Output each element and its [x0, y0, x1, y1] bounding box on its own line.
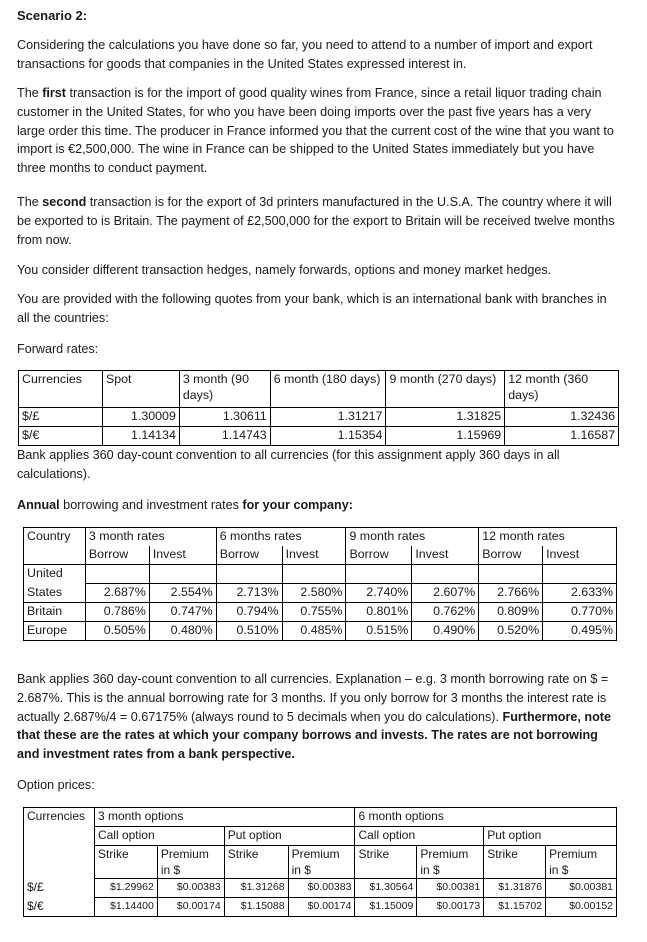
opt-cell: $1.15009 [355, 898, 417, 917]
fwd-cell: 1.30611 [179, 408, 270, 427]
rate-cell: 2.580% [282, 584, 346, 603]
fwd-header: 6 month (180 days) [270, 371, 386, 408]
country-name: States [24, 584, 86, 603]
strike-header: Strike [94, 846, 157, 879]
intro-paragraph: Considering the calculations you have done so far, you need to attend to a number of import and export transactions for goods that companies in the United States expressed interest in. [17, 38, 593, 71]
fwd-header: 3 month (90 days) [179, 371, 270, 408]
first-transaction-paragraph: The first transaction is for the import of good quality wines from France, since a retail liquor trading chain customer in the United States, for who you have been doing imports over the past five years has a very large order this time. The producer in France informed you that the current cost of the wine that you want to import is €2,500,000. The wine in France can be shipped to the United States immediately but you have three months to conduct payment. [17, 86, 614, 176]
borrow-header: Borrow [346, 546, 412, 565]
fwd-cell: 1.14743 [179, 427, 270, 446]
premium-header: Premium in $ [157, 846, 224, 879]
opt-cell: $0.00381 [546, 879, 617, 898]
fwd-cell: 1.31217 [270, 408, 386, 427]
period-header: 9 month rates [346, 528, 479, 547]
invest-header: Invest [412, 546, 479, 565]
rate-cell: 2.633% [543, 584, 617, 603]
premium-header: Premium in $ [288, 846, 355, 879]
opt-cell: $0.00383 [157, 879, 224, 898]
rate-cell: 0.786% [85, 603, 149, 622]
opt-cell: $1.15088 [224, 898, 288, 917]
rate-cell: 0.510% [216, 622, 282, 641]
annual-rates-heading: Annual borrowing and investment rates for your company: [17, 498, 353, 512]
rates-explanation: Bank applies 360 day-count convention to all currencies. Explanation – e.g. 3 month borrowing rate on $ = 2.687%. This is the annual borrowing rate for 3 months. If you only borrow for 3 months the interest rate is actually 2.687%/4 = 0.67175% (always round to 5 decimals when you do calculations). Furthermore, note that these are the rates at which your company borrows and invests. The rates are not borrowing and investment rates from a bank perspective. [17, 672, 611, 762]
rate-cell: 2.740% [346, 584, 412, 603]
opt-cell: $1.29962 [94, 879, 157, 898]
opt-cell: $0.00174 [157, 898, 224, 917]
fwd-cell: 1.15354 [270, 427, 386, 446]
scenario-title: Scenario 2: [17, 8, 88, 23]
fwd-header: 12 month (360 days) [505, 371, 619, 408]
rate-cell: 0.520% [479, 622, 543, 641]
rate-cell: 0.747% [149, 603, 216, 622]
forward-rates-table [18, 370, 619, 446]
rate-cell: 0.515% [346, 622, 412, 641]
option-prices-label: Option prices: [17, 778, 95, 792]
period-header: 12 month rates [479, 528, 617, 547]
rate-cell: 0.809% [479, 603, 543, 622]
call-header: Call option [355, 827, 484, 846]
fwd-cell: 1.14134 [102, 427, 179, 446]
put-header: Put option [484, 827, 617, 846]
premium-header: Premium in $ [546, 846, 617, 879]
rate-cell: 0.755% [282, 603, 346, 622]
fwd-cell: 1.31825 [386, 408, 505, 427]
borrow-header: Borrow [216, 546, 282, 565]
rate-cell: 2.713% [216, 584, 282, 603]
borrow-header: Borrow [85, 546, 149, 565]
country-name: Europe [24, 622, 86, 641]
opt-6m-header: 6 month options [355, 808, 617, 827]
rate-cell: 0.485% [282, 622, 346, 641]
opt-cell: $0.00174 [288, 898, 355, 917]
invest-header: Invest [282, 546, 346, 565]
borrow-header: Borrow [479, 546, 543, 565]
borrow-invest-rates-table [23, 527, 617, 641]
opt-cell: $1.31876 [484, 879, 546, 898]
invest-header: Invest [543, 546, 617, 565]
opt-cell: $0.00152 [546, 898, 617, 917]
second-transaction-paragraph: The second transaction is for the export of 3d printers manufactured in the U.S.A. The country where it will be exported to is Britain. The payment of £2,500,000 for the export to Britain will be received twelve months from now. [17, 195, 615, 247]
strike-header: Strike [484, 846, 546, 879]
rate-cell: 2.554% [149, 584, 216, 603]
invest-header: Invest [149, 546, 216, 565]
opt-currency: $/£ [24, 879, 95, 898]
opt-cell: $0.00173 [417, 898, 484, 917]
put-header: Put option [224, 827, 355, 846]
opt-cell: $0.00383 [288, 879, 355, 898]
fwd-cell: 1.15969 [386, 427, 505, 446]
period-header: 3 month rates [85, 528, 216, 547]
call-header: Call option [94, 827, 224, 846]
rate-cell: 0.505% [85, 622, 149, 641]
country-header: Country [24, 528, 86, 547]
rate-cell: 2.607% [412, 584, 479, 603]
fwd-header: Currencies [19, 371, 103, 408]
country-name: Britain [24, 603, 86, 622]
rate-cell: 0.495% [543, 622, 617, 641]
fwd-header: 9 month (270 days) [386, 371, 505, 408]
fwd-header: Spot [102, 371, 179, 408]
rate-cell: 0.770% [543, 603, 617, 622]
option-prices-table [23, 807, 617, 917]
rate-cell: 0.480% [149, 622, 216, 641]
opt-currencies-header: Currencies [24, 808, 95, 827]
quotes-paragraph: You are provided with the following quotes from your bank, which is an international bank with branches in all the countries: [17, 292, 607, 325]
rate-cell: 2.766% [479, 584, 543, 603]
opt-currency: $/€ [24, 898, 95, 917]
fwd-currency: $/£ [19, 408, 103, 427]
strike-header: Strike [224, 846, 288, 879]
rate-cell: 2.687% [85, 584, 149, 603]
opt-cell: $1.15702 [484, 898, 546, 917]
rate-cell: 0.801% [346, 603, 412, 622]
opt-cell: $0.00381 [417, 879, 484, 898]
premium-header: Premium in $ [417, 846, 484, 879]
fwd-cell: 1.32436 [505, 408, 619, 427]
forward-rates-label: Forward rates: [17, 342, 99, 356]
hedges-paragraph: You consider different transaction hedges, namely forwards, options and money market hedges. [17, 263, 552, 277]
opt-cell: $1.31268 [224, 879, 288, 898]
opt-cell: $1.30564 [355, 879, 417, 898]
rate-cell: 0.794% [216, 603, 282, 622]
fwd-cell: 1.16587 [505, 427, 619, 446]
opt-cell: $1.14400 [94, 898, 157, 917]
opt-3m-header: 3 month options [94, 808, 355, 827]
period-header: 6 months rates [216, 528, 346, 547]
fwd-currency: $/€ [19, 427, 103, 446]
fwd-cell: 1.30009 [102, 408, 179, 427]
rate-cell: 0.490% [412, 622, 479, 641]
day-count-note: Bank applies 360 day-count convention to all currencies (for this assignment apply 360 days in all calculations). [17, 448, 560, 481]
rate-cell: 0.762% [412, 603, 479, 622]
country-name: United [24, 565, 86, 584]
strike-header: Strike [355, 846, 417, 879]
